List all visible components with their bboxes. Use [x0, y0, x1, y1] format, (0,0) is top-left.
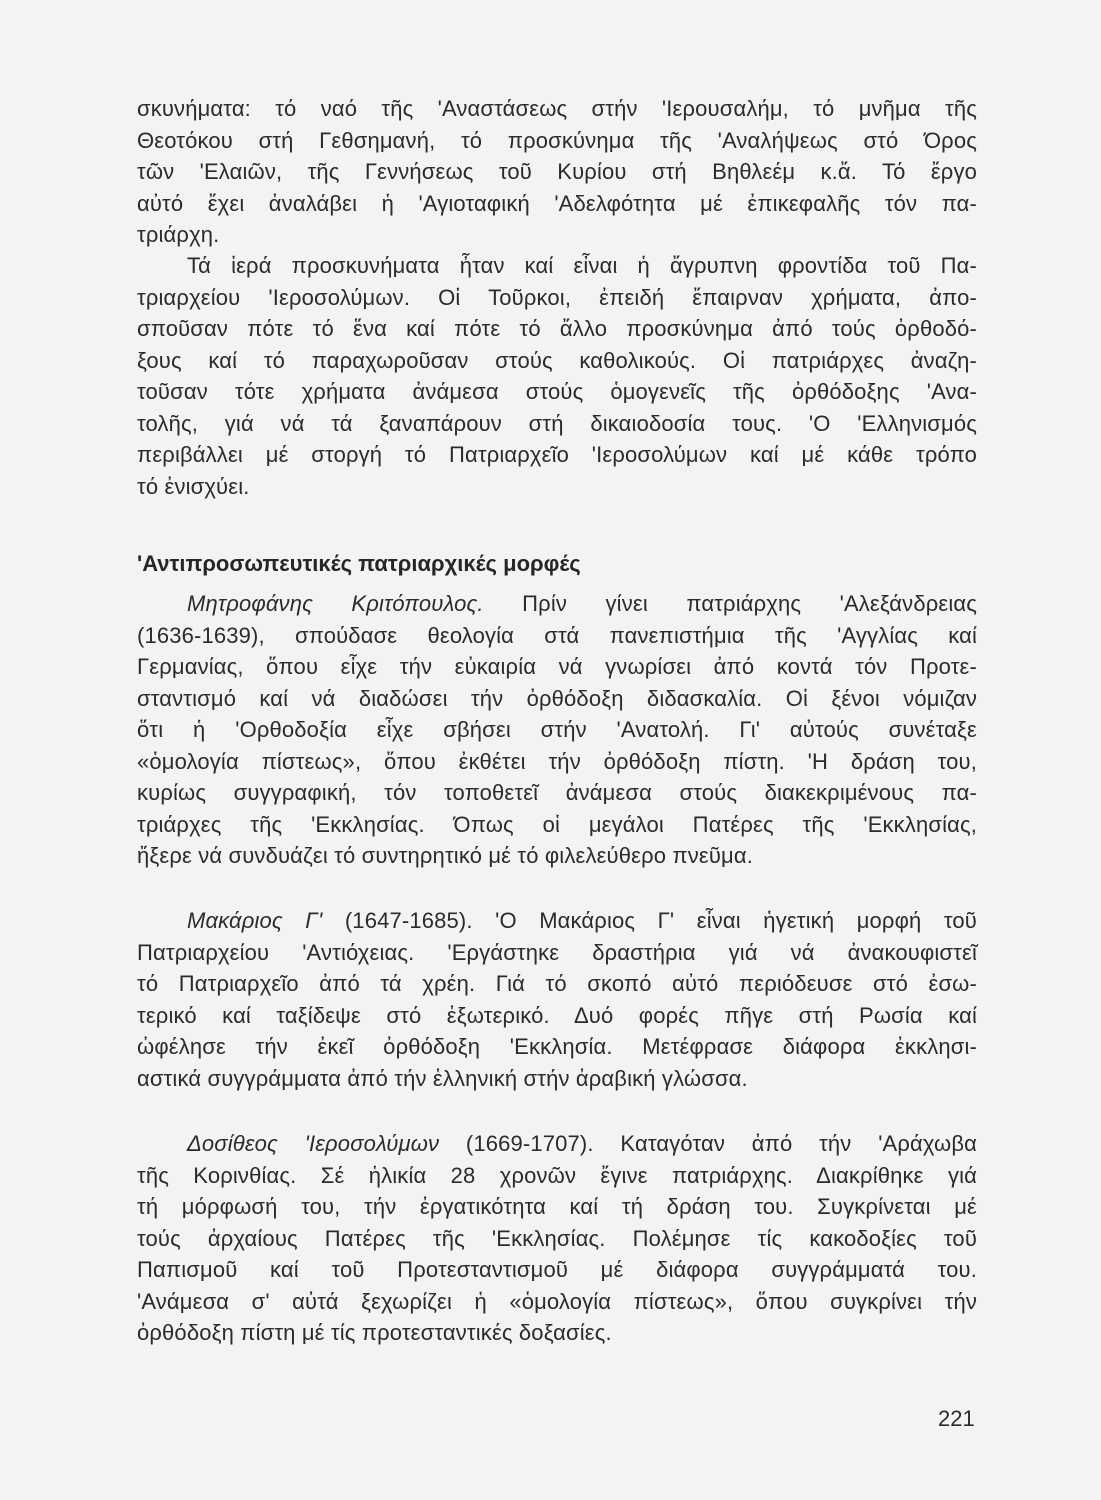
- text-line: τριάρχες τῆς 'Εκκλησίας. Όπως οἱ μεγάλοι Πατέρες τῆς 'Εκκλησίας,: [137, 811, 977, 837]
- text-line: ὠφέλησε τήν ἐκεῖ ὀρθόδοξη 'Εκκλησία. Μετέφρασε διάφορα ἐκκλησι-: [137, 1034, 977, 1059]
- text-line: (1636-1639), σπούδασε θεολογία στά πανεπιστήμια τῆς 'Αγγλίας καί: [137, 622, 977, 648]
- text-line: τοῦσαν τότε χρήματα ἀνάμεσα στούς ὁμογενεῖς τῆς ὀρθόδοξης 'Ανα-: [137, 379, 977, 404]
- text-line: σκυνήματα: τό ναό τῆς 'Αναστάσεως στήν 'Ιερουσαλήμ, τό μνῆμα τῆς: [137, 96, 977, 121]
- text-line: τριαρχείου 'Ιεροσολύμων. Οἱ Τοῦρκοι, ἐπειδή ἔπαιρναν χρήματα, ἀπο-: [137, 284, 977, 310]
- text-line: Πατριαρχείου 'Αντιόχειας. 'Εργάστηκε δραστήρια γιά νά ἀνακουφιστεῖ: [137, 939, 977, 965]
- text-line: Γερμανίας, ὅπου εἶχε τήν εὐκαιρία νά γνωρίσει ἀπό κοντά τόν Προτε-: [137, 654, 977, 679]
- paragraph-pilgrimage-sites: [137, 93, 977, 251]
- paragraph-dositheos: [137, 1128, 977, 1349]
- text-line: [137, 588, 977, 620]
- text-line: τή μόρφωσή του, τήν ἐργατικότητα καί τή δράση του. Συγκρίνεται μέ: [137, 1194, 977, 1219]
- text-line: ἤξερε νά συνδυάζει τό συντηρητικό μέ τό φιλελεύθερο πνεῦμα.: [137, 843, 753, 868]
- text-line: τούς ἀρχαίους Πατέρες τῆς 'Εκκλησίας. Πολέμησε τίς κακοδοξίες τοῦ: [137, 1225, 977, 1251]
- text-line: τό ἐνισχύει.: [137, 473, 250, 499]
- text-line: [137, 1128, 977, 1160]
- text-line: περιβάλλει μέ στοργή τό Πατριαρχεῖο 'Ιεροσολύμων καί μέ κάθε τρόπο: [137, 442, 977, 467]
- text-line: αστικά συγγράμματα ἀπό τήν ἑλληνική στήν ἀραβική γλώσσα.: [137, 1065, 748, 1091]
- text-run: Πρίν γίνει πατριάρχης 'Αλεξάνδρειας: [483, 591, 977, 616]
- text-line: σποῦσαν πότε τό ἕνα καί πότε τό ἄλλο προσκύνημα ἀπό τούς ὀρθοδό-: [137, 316, 977, 341]
- text-line: τῆς Κορινθίας. Σέ ἡλικία 28 χρονῶν ἔγινε πατριάρχης. Διακρίθηκε γιά: [137, 1162, 977, 1188]
- text-line: Θεοτόκου στή Γεθσημανή, τό προσκύνημα τῆς 'Αναλήψεως στό Όρος: [137, 127, 977, 153]
- text-line: 'Ανάμεσα σ' αὐτά ξεχωρίζει ἡ «ὁμολογία πίστεως», ὅπου συγκρίνει τήν: [137, 1288, 977, 1314]
- text-line: σταντισμό καί νά διαδώσει τήν ὀρθόδοξη διδασκαλία. Οἱ ξένοι νόμιζαν: [137, 685, 977, 711]
- text-line: Παπισμοῦ καί τοῦ Προτεσταντισμοῦ μέ διάφορα συγγράμματά του.: [137, 1257, 977, 1282]
- text-line: ὅτι ἡ 'Ορθοδοξία εἶχε σβήσει στήν 'Ανατολή. Γι' αὐτούς συνέταξε: [137, 717, 977, 742]
- text-line: τερικό καί ταξίδεψε στό ἐξωτερικό. Δυό φορές πῆγε στή Ρωσία καί: [137, 1002, 977, 1028]
- text-run: (1647-1685). 'Ο Μακάριος Γ' εἶναι ἡγετική μορφή τοῦ: [322, 908, 977, 933]
- page-number: 221: [938, 1406, 975, 1431]
- section-heading: 'Αντιπροσωπευτικές πατριαρχικές μορφές: [137, 551, 581, 576]
- patriarch-name: Δοσίθεος 'Ιεροσολύμων: [187, 1131, 440, 1156]
- paragraph-patriarchate-care: [137, 250, 977, 502]
- text-line: τολῆς, γιά νά τά ξαναπάρουν στή δικαιοδοσία τους. 'Ο 'Ελληνισμός: [137, 410, 977, 436]
- text-line: «ὁμολογία πίστεως», ὅπου ἐκθέτει τήν ὀρθόδοξη πίστη. 'Η δράση του,: [137, 748, 977, 774]
- text-line: κυρίως συγγραφική, τόν τοποθετεῖ ἀνάμεσα στούς διακεκριμένους πα-: [137, 780, 977, 805]
- patriarch-name: Μητροφάνης Κριτόπουλος.: [187, 591, 484, 616]
- patriarch-name: Μακάριος Γ': [187, 908, 323, 933]
- text-line: [137, 905, 977, 937]
- text-line: Τά ἱερά προσκυνήματα ἦταν καί εἶναι ἡ ἄγρυπνη φροντίδα τοῦ Πα-: [187, 253, 977, 278]
- text-line: τό Πατριαρχεῖο ἀπό τά χρέη. Γιά τό σκοπό αὐτό περιόδευσε στό ἐσω-: [137, 971, 977, 996]
- text-line: τριάρχη.: [137, 222, 220, 247]
- paragraph-makarios: [137, 905, 977, 1094]
- text-line: αὐτό ἔχει ἀναλάβει ἡ 'Αγιοταφική 'Αδελφότητα μέ ἐπικεφαλῆς τόν πα-: [137, 190, 977, 216]
- paragraph-metrophanes: [137, 588, 977, 872]
- text-line: ὀρθόδοξη πίστη μέ τίς προτεσταντικές δοξασίες.: [137, 1320, 612, 1345]
- text-line: ξους καί τό παραχωροῦσαν στούς καθολικούς. Οἱ πατριάρχες ἀναζη-: [137, 347, 977, 373]
- text-line: τῶν 'Ελαιῶν, τῆς Γεννήσεως τοῦ Κυρίου στή Βηθλεέμ κ.ἄ. Τό ἔργο: [137, 159, 977, 184]
- text-run: (1669-1707). Καταγόταν ἀπό τήν 'Αράχωβα: [439, 1131, 978, 1156]
